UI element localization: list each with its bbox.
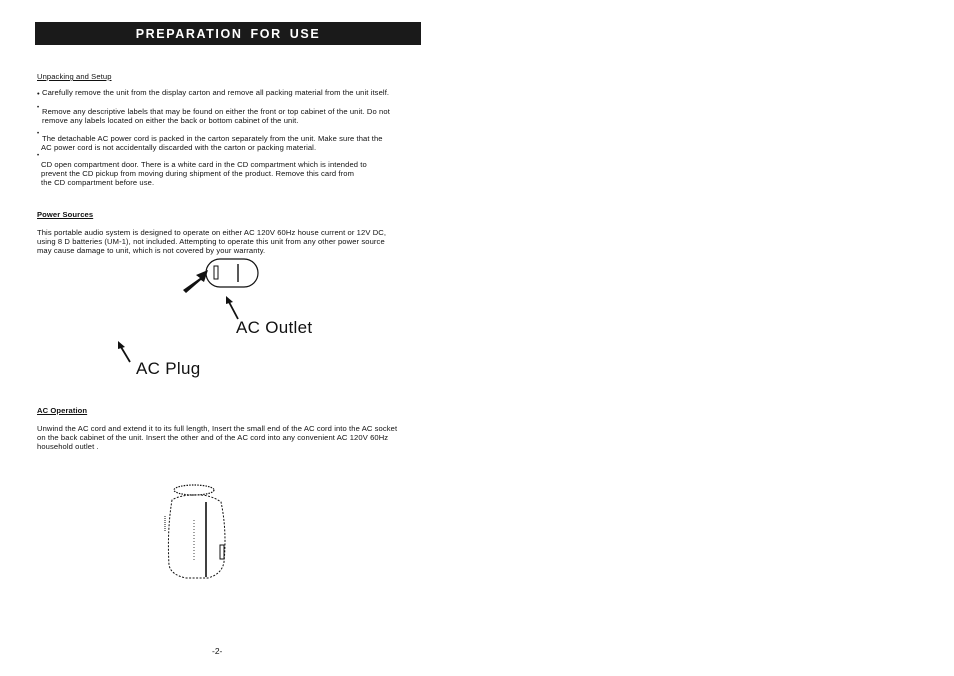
- ac-operation-line-1: Unwind the AC cord and extend it to its full length, Insert the small end of the AC cord into the AC socket: [37, 424, 398, 433]
- outlet-pointer-line: [229, 302, 238, 319]
- bullet-4-line-3: the CD compartment before use.: [41, 178, 155, 187]
- unpacking-heading: Unpacking and Setup: [37, 72, 112, 81]
- bullet-4-line-1: CD open compartment door. There is a white card in the CD compartment which is intended to: [41, 160, 367, 169]
- plug-insert-arrow: [183, 270, 208, 293]
- bullet-dot: •: [37, 89, 40, 98]
- ac-operation-line-3: household outlet .: [37, 442, 99, 451]
- bullet-3-line-1: The detachable AC power cord is packed in the carton separately from the unit. Make sure that the: [42, 134, 383, 143]
- page-number: -2-: [212, 646, 223, 656]
- outlet-slot-small: [214, 266, 218, 279]
- power-sources-line-2: using 8 D batteries (UM-1), not included. Attempting to operate this unit from any other power source: [37, 237, 385, 246]
- unit-back-sketch: [165, 485, 225, 578]
- bullet-2-line-1: Remove any descriptive labels that may be found on either the front or top cabinet of the unit. Do not: [42, 107, 390, 116]
- bullet-4-line-2: prevent the CD pickup from moving during shipment of the product. Remove this card from: [41, 169, 355, 178]
- plug-pointer-line: [121, 347, 130, 362]
- ac-operation-line-2: on the back cabinet of the unit. Insert the other and of the AC cord into any convenient AC 120V 60Hz: [37, 433, 389, 442]
- power-sources-line-1: This portable audio system is designed to operate on either AC 120V 60Hz house current or 12V DC,: [37, 228, 387, 237]
- power-sources-line-3: may cause damage to unit, which is not covered by your warranty.: [37, 246, 266, 255]
- bullet-dot: •: [37, 153, 40, 159]
- power-sources-heading: Power Sources: [37, 210, 94, 219]
- bullet-dot: •: [37, 105, 40, 111]
- bullet-3-line-2: AC power cord is not accidentally discarded with the carton or packing material.: [41, 143, 317, 152]
- bullet-dot: •: [37, 131, 40, 137]
- bullet-1-text: Carefully remove the unit from the display carton and remove all packing material from the unit itself.: [42, 88, 390, 97]
- section-title: PREPARATION FOR USE: [135, 26, 321, 41]
- ac-outlet-label: AC Outlet: [236, 318, 313, 337]
- ac-operation-heading: AC Operation: [37, 406, 88, 415]
- outlet-pointer-head: [226, 296, 233, 304]
- ac-plug-label: AC Plug: [136, 359, 201, 378]
- plug-pointer-head: [118, 341, 125, 349]
- bullet-2-line-2: remove any labels located on either the back or bottom cabinet of the unit.: [42, 116, 299, 125]
